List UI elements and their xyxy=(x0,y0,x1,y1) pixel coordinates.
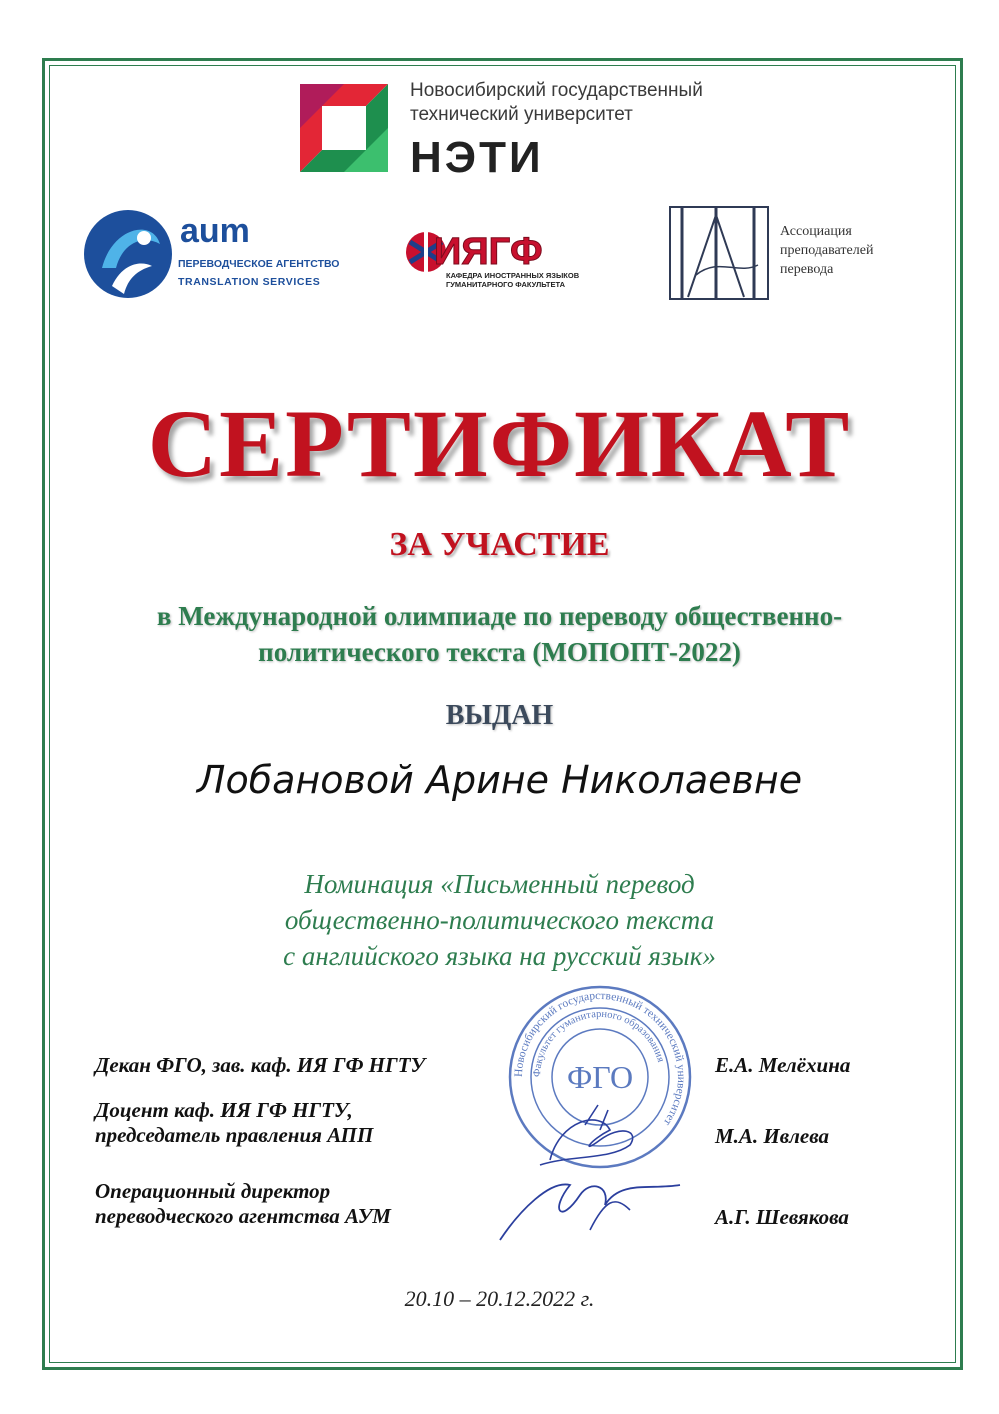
app-logo-mark xyxy=(668,205,770,301)
event-line-1: в Международной олимпиаде по переводу общественно- xyxy=(156,601,843,631)
issued-label: ВЫДАН xyxy=(445,700,554,731)
app-line-1: Ассоциация xyxy=(780,224,852,239)
handwritten-signatures xyxy=(490,1100,690,1250)
signatory-3-name: А.Г. Шевякова xyxy=(715,1205,849,1229)
iyagf-line2: ГУМАНИТАРНОГО ФАКУЛЬТЕТА xyxy=(446,280,566,289)
app-line-3: перевода xyxy=(780,262,834,277)
signatory-3-role-line-2: переводческого агентства АУМ xyxy=(95,1204,391,1228)
nomination-line-3: с английского языка на русский язык» xyxy=(283,941,716,971)
signatory-1-role-line-1: Декан ФГО, зав. каф. ИЯ ГФ НГТУ xyxy=(95,1053,426,1077)
event-description xyxy=(0,598,999,670)
nomination-line-1: Номинация «Письменный перевод xyxy=(304,869,695,899)
app-line-2: преподавателей xyxy=(780,243,874,258)
event-line-2: политического текста (МОПОПТ-2022) xyxy=(258,637,741,667)
signatory-1-role xyxy=(95,1053,425,1078)
certificate-title: СЕРТИФИКАТ xyxy=(147,390,852,497)
signatory-2-role-line-2: председатель правления АПП xyxy=(95,1123,374,1147)
recipient-name: Лобановой Арине Николаевне xyxy=(196,758,803,802)
aum-subtitle-ru: ПЕРЕВОДЧЕСКОЕ АГЕНТСТВО xyxy=(178,258,340,270)
certificate-subtitle: ЗА УЧАСТИЕ xyxy=(389,526,610,563)
stamp-ring-text: Новосибирский государственный технический университет xyxy=(512,989,688,1128)
signatory-2-role-line-1: Доцент каф. ИЯ ГФ НГТУ, xyxy=(95,1098,353,1122)
signatory-2-role xyxy=(95,1098,373,1148)
nomination-line-2: общественно-политического текста xyxy=(284,905,715,935)
iyagf-line1: КАФЕДРА ИНОСТРАННЫХ ЯЗЫКОВ xyxy=(446,271,580,280)
aum-subtitle-en: TRANSLATION SERVICES xyxy=(178,276,321,288)
app-logo-text xyxy=(780,222,873,279)
neti-name-line2: технический университет xyxy=(410,104,633,125)
signatory-1-name: Е.А. Мелёхина xyxy=(715,1053,851,1077)
nomination xyxy=(0,866,999,974)
iyagf-logo xyxy=(404,220,594,294)
signatory-3-role xyxy=(95,1179,391,1229)
aum-logo-name: aum xyxy=(180,212,250,250)
signatory-3-role-line-1: Операционный директор xyxy=(95,1179,331,1203)
signatory-2-name: М.А. Ивлева xyxy=(715,1124,829,1148)
event-dates: 20.10 – 20.12.2022 г. xyxy=(404,1286,595,1311)
iyagf-abbreviation: ИЯГФ xyxy=(434,231,543,273)
stamp-center-text: ФГО xyxy=(566,1059,634,1095)
neti-abbreviation: НЭТИ xyxy=(410,133,544,182)
aum-logo-mark xyxy=(82,208,174,300)
stamp-inner-text: Факультет гуманитарного образования xyxy=(531,1008,666,1078)
neti-name-line1: Новосибирский государственный xyxy=(410,80,703,101)
neti-logo-mark xyxy=(300,84,388,172)
